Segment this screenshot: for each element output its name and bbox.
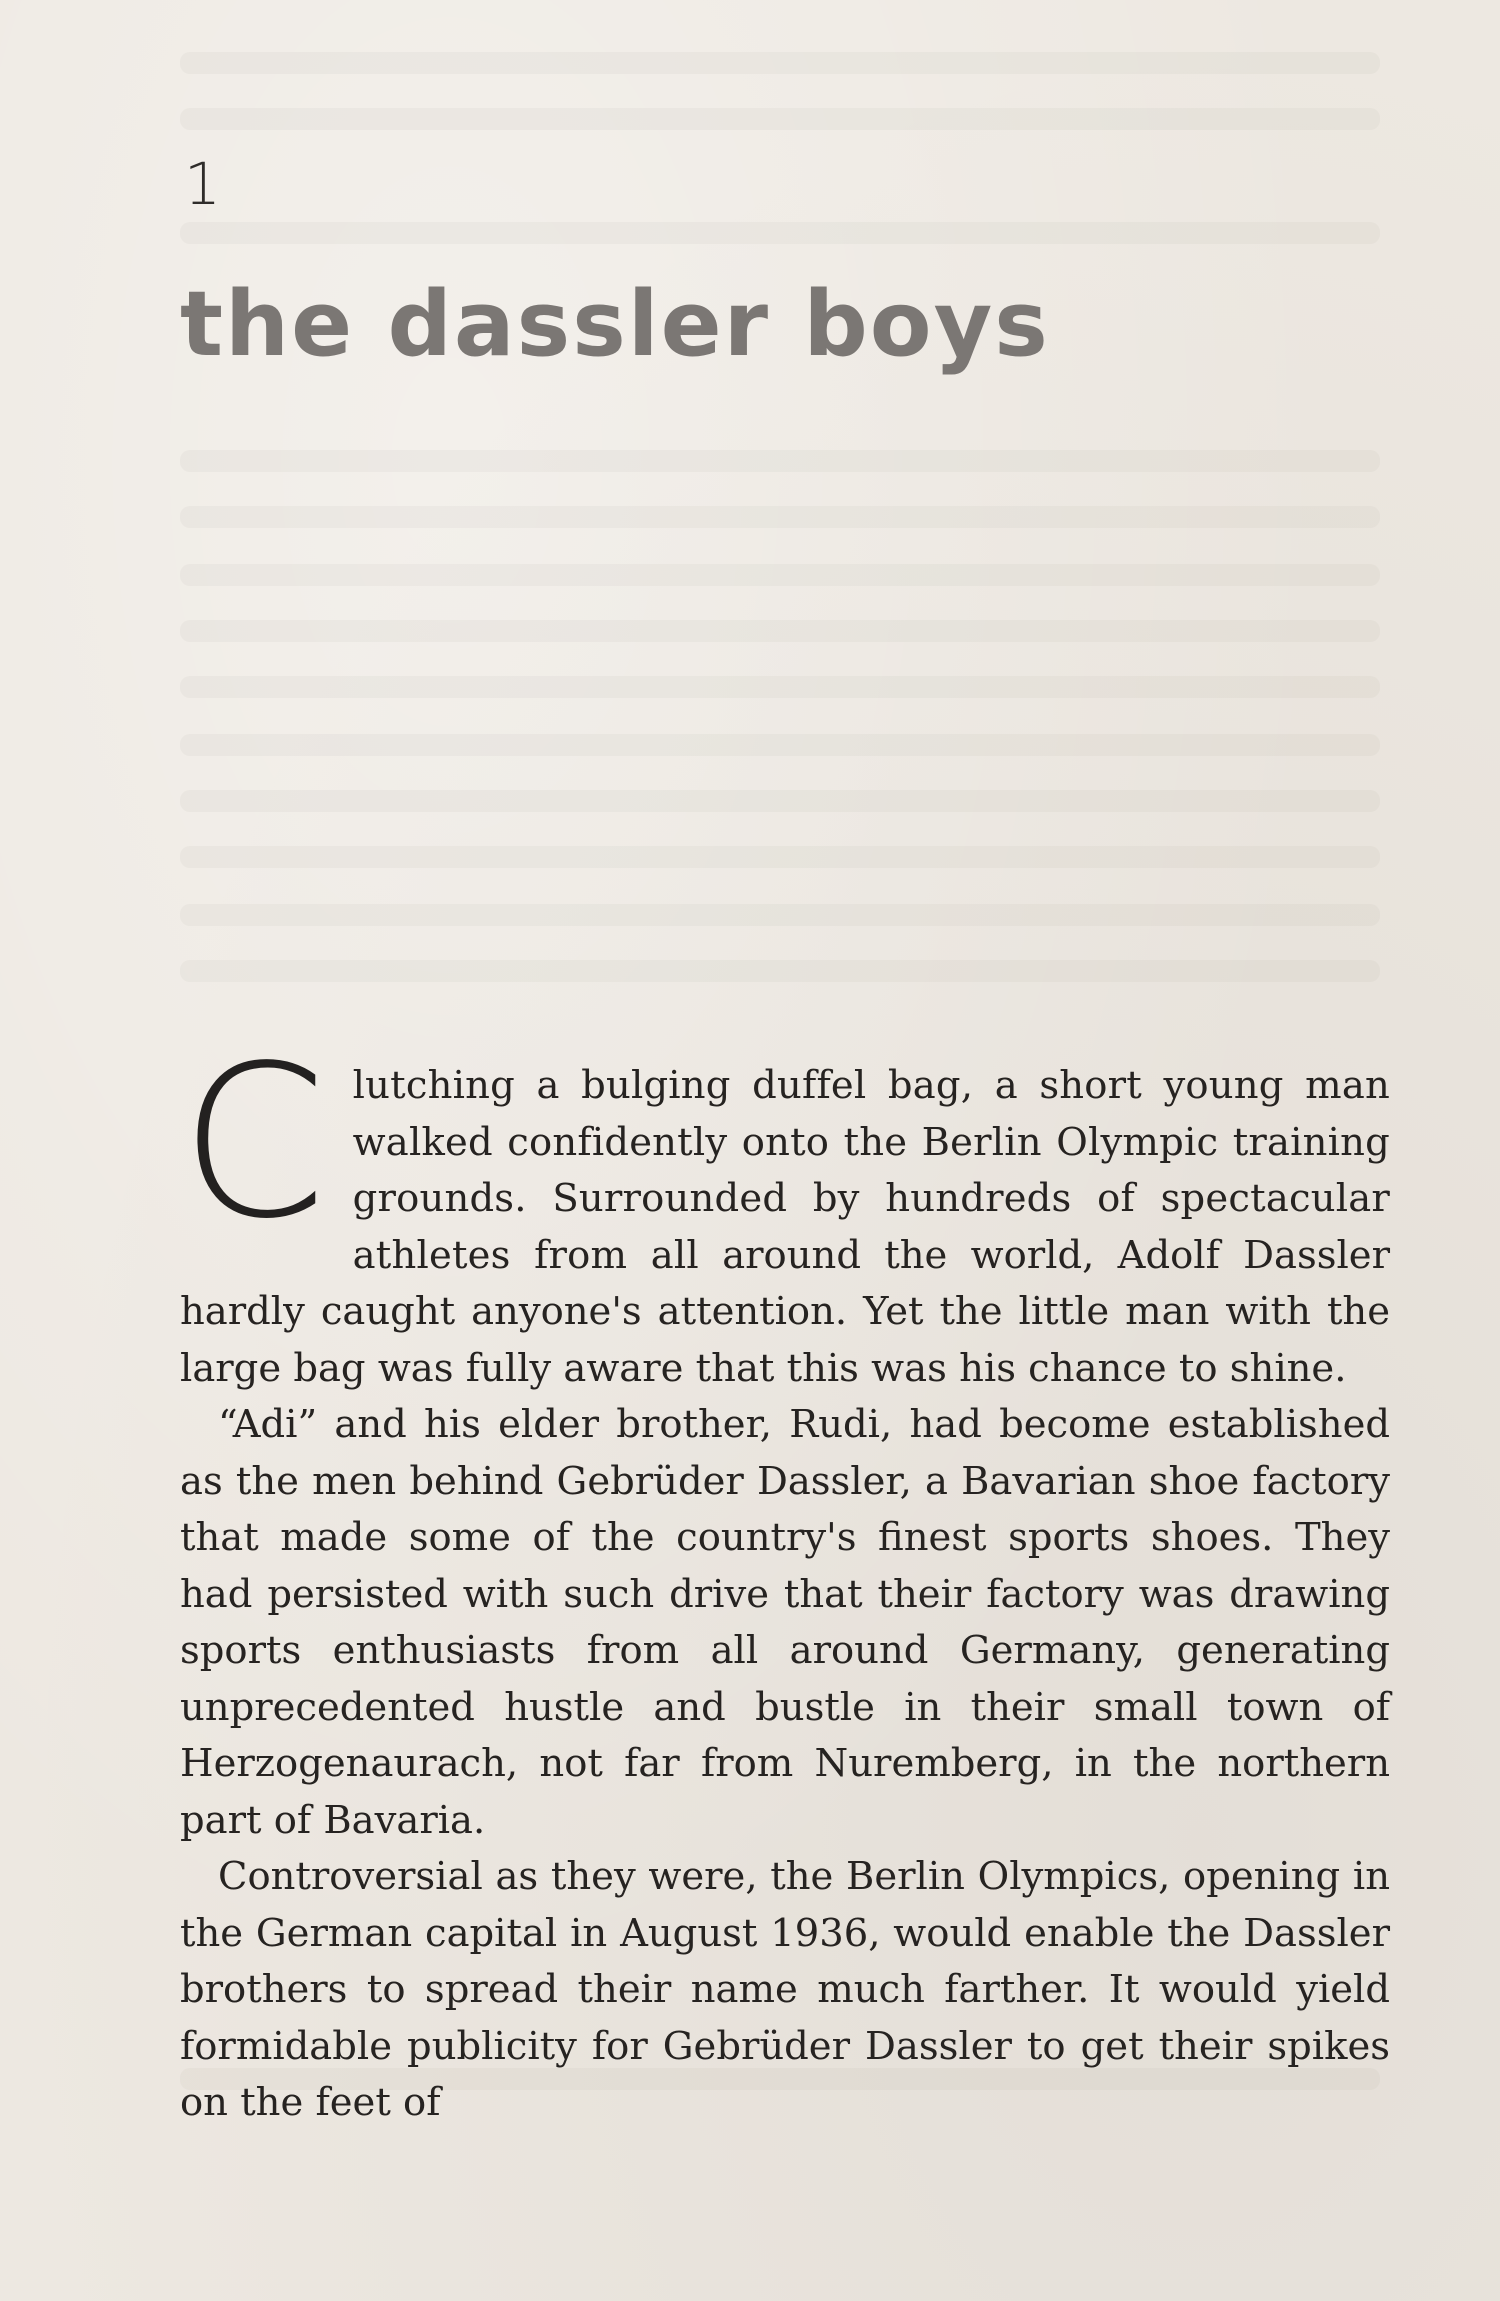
paragraph-3: Controversial as they were, the Berlin Olympics, opening in the German capital in August 1936, would enable the Dassler brothers to spread their name much farther. It would yield formidable publicity for Gebrüder Dassler to get their spikes on the feet of [180, 1854, 1390, 2125]
show-through-line [180, 506, 1380, 528]
show-through-line [180, 222, 1380, 244]
show-through-line [180, 904, 1380, 926]
paragraph-1-rest: around the world, Adolf Dassler hardly caught anyone's attention. Yet the little man with the large bag was fully aware that this was his chance to shine. [180, 1232, 1390, 1391]
show-through-line [180, 676, 1380, 698]
show-through-line [180, 734, 1380, 756]
show-through-line [180, 790, 1380, 812]
show-through-line [180, 846, 1380, 868]
chapter-body [180, 1020, 1390, 2132]
chapter-title: the dassler boys [180, 272, 1050, 377]
chapter-number: 1 [184, 150, 221, 218]
show-through-line [180, 960, 1380, 982]
show-through-line [180, 108, 1380, 130]
show-through-line [180, 564, 1380, 586]
paragraph-1 [180, 1020, 1390, 1397]
paragraph-1-lead: lutching a bulging duffel bag, a short young man walked confidently onto the Berlin Olympic training grounds. Surrounded by hundreds of spectacular athletes from all [352, 1063, 1390, 1278]
paragraph-2: “Adi” and his elder brother, Rudi, had become established as the men behind Gebrüder Dassler, a Bavarian shoe factory that made some of the country's finest sports shoes. They had persisted with such drive that their factory was drawing sports enthusiasts from all around Germany, generating unprecedented hustle and bustle in their small town of Herzogenaurach, not far from Nuremberg, in the northern part of Bavaria. [180, 1402, 1390, 1843]
show-through-line [180, 450, 1380, 472]
show-through-line [180, 52, 1380, 74]
drop-cap: C [180, 1020, 327, 1265]
show-through-line [180, 620, 1380, 642]
